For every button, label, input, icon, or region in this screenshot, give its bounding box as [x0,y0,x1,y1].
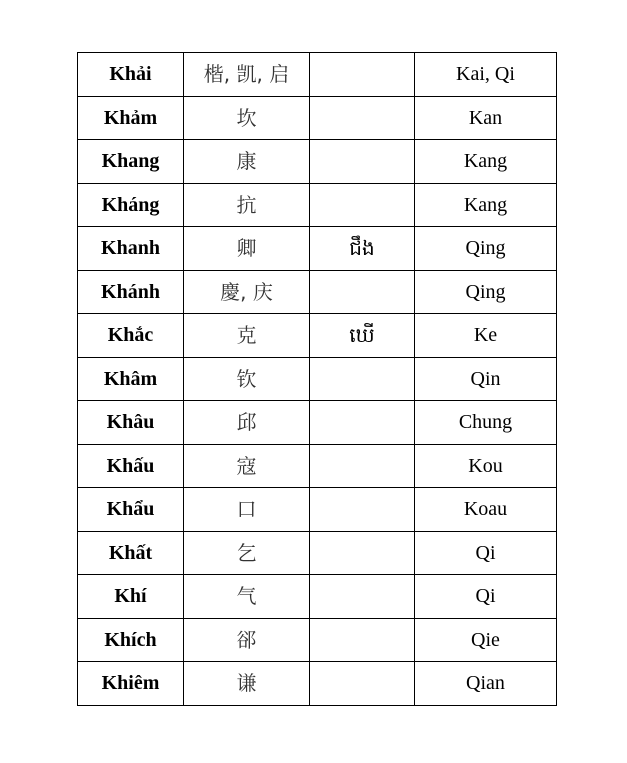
table-row [78,314,557,358]
han-character-cell: 卿 [184,227,310,271]
khmer-cell [310,531,415,575]
han-character-cell: 寇 [184,444,310,488]
vietnamese-name-cell: Khảm [78,96,184,140]
vietnamese-name-cell: Khâm [78,357,184,401]
name-glossary-table [77,52,557,706]
pinyin-cell: Kang [415,183,557,227]
han-character-cell: 康 [184,140,310,184]
khmer-cell [310,444,415,488]
han-character-cell: 气 [184,575,310,619]
table-row [78,488,557,532]
han-character-cell: 口 [184,488,310,532]
vietnamese-name-cell: Khang [78,140,184,184]
pinyin-cell: Qian [415,662,557,706]
khmer-cell [310,662,415,706]
han-character-cell: 楷, 凯, 启 [184,53,310,97]
khmer-cell [310,488,415,532]
khmer-cell [310,140,415,184]
table-row [78,618,557,662]
han-character-cell: 坎 [184,96,310,140]
vietnamese-name-cell: Khẩu [78,488,184,532]
han-character-cell: 抗 [184,183,310,227]
table-row [78,531,557,575]
pinyin-cell: Ke [415,314,557,358]
han-character-cell: 郤 [184,618,310,662]
pinyin-cell: Qing [415,270,557,314]
vietnamese-name-cell: Khấu [78,444,184,488]
han-character-cell: 乞 [184,531,310,575]
pinyin-cell: Qi [415,531,557,575]
han-character-cell: 慶, 庆 [184,270,310,314]
table-row [78,270,557,314]
vietnamese-name-cell: Khất [78,531,184,575]
pinyin-cell: Qin [415,357,557,401]
vietnamese-name-cell: Khánh [78,270,184,314]
vietnamese-name-cell: Khanh [78,227,184,271]
vietnamese-name-cell: Kháng [78,183,184,227]
han-character-cell: 谦 [184,662,310,706]
han-character-cell: 克 [184,314,310,358]
pinyin-cell: Kang [415,140,557,184]
khmer-cell [310,618,415,662]
khmer-cell [310,96,415,140]
table-row [78,444,557,488]
table-row [78,227,557,271]
khmer-cell: ឃើ [310,314,415,358]
pinyin-cell: Qie [415,618,557,662]
vietnamese-name-cell: Khải [78,53,184,97]
table-row [78,140,557,184]
table-row [78,53,557,97]
khmer-cell [310,575,415,619]
pinyin-cell: Chung [415,401,557,445]
khmer-cell [310,183,415,227]
pinyin-cell: Kai, Qi [415,53,557,97]
table-row [78,401,557,445]
table-row [78,183,557,227]
table-row [78,662,557,706]
khmer-cell [310,270,415,314]
table-row [78,96,557,140]
vietnamese-name-cell: Khâu [78,401,184,445]
han-character-cell: 钦 [184,357,310,401]
vietnamese-name-cell: Khiêm [78,662,184,706]
pinyin-cell: Kou [415,444,557,488]
vietnamese-name-cell: Khắc [78,314,184,358]
khmer-cell: ជឹង [310,227,415,271]
vietnamese-name-cell: Khích [78,618,184,662]
pinyin-cell: Kan [415,96,557,140]
khmer-cell [310,401,415,445]
glossary-table-body [78,53,557,706]
pinyin-cell: Qi [415,575,557,619]
table-row [78,575,557,619]
khmer-cell [310,357,415,401]
pinyin-cell: Koau [415,488,557,532]
pinyin-cell: Qing [415,227,557,271]
table-row [78,357,557,401]
vietnamese-name-cell: Khí [78,575,184,619]
han-character-cell: 邱 [184,401,310,445]
khmer-cell [310,53,415,97]
